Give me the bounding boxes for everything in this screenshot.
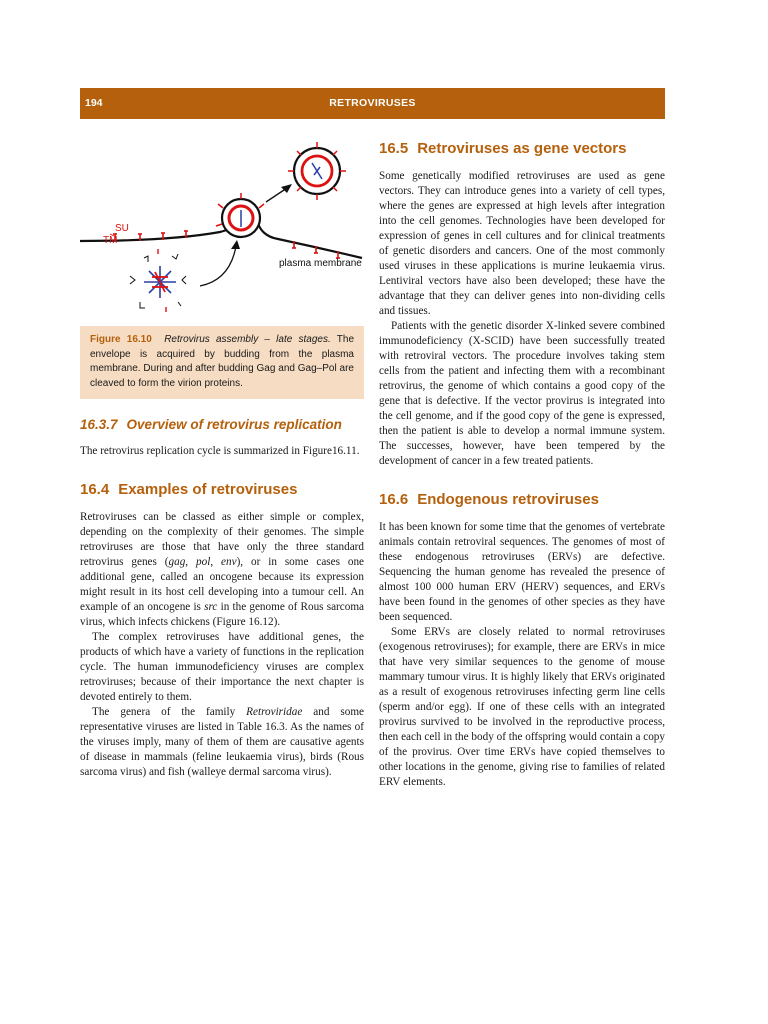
assembly-complex: [130, 249, 186, 312]
figure-caption: [80, 326, 364, 399]
paragraph-erv-origin: Some ERVs are closely related to normal retroviruses (exogenous retroviruses); for example, there are ERVs in mice that have very similar sequences to the genome of mouse mammary tumour virus. It is highly likely that ERVs originated as a result of exogenous retroviruses infecting germ line cells (sperm and/or egg). If one of these cells with an integrated provirus survived to be involved in the reproductive process, then each cell in the body of the offspring would contain a copy of the provirus. Over time ERVs have copied themselves to other locations in the genome, giving rise to families of related ERV elements.: [379, 626, 665, 788]
left-column: [80, 130, 364, 780]
label-su: SU: [115, 223, 129, 234]
label-plasma-membrane: plasma membrane: [279, 258, 362, 269]
paragraph-gene-vectors: Some genetically modified retroviruses are used as gene vectors. They can introduce genes into a variety of cell types, where the genes are expressed at high levels after integration into the cell genomes. Technologies have been developed for expression of genes in cell cultures and for clinical treatments of genetic disorders and cancers. One of the most commonly used viruses in these applications is murine leukaemia virus. Lentiviral vectors have also been developed; these have the advantage that they can deliver genes into non-dividing cells and tissues.: [379, 170, 665, 317]
label-tm: TM: [103, 235, 118, 246]
page-number: 194: [85, 97, 103, 109]
plasma-membrane-right: [258, 223, 362, 258]
heading-16-3-7: 16.3.7 Overview of retrovirus replication: [80, 417, 342, 432]
arrow-budding: [200, 246, 236, 286]
figure-number: Figure 16.10: [90, 334, 152, 345]
heading-16-6: 16.6 Endogenous retroviruses: [379, 491, 599, 508]
paragraph-simple-complex: Retroviruses can be classed as either simple or complex, depending on the complexity of their genomes. The simple retroviruses are those that have only the three standard retrovirus genes (gag, pol, env), or in some cases one additional gene, called an oncogene because its expression might result in its host cell developing into a tumour cell. An example of an oncogene is src in the genome of Rous sarcoma virus, which infects chickens (Figure 16.12).: [80, 511, 365, 628]
arrow-budding-head: [231, 240, 240, 249]
paragraph-complex-retroviruses: The complex retroviruses have additional genes, the products of which have a variety of functions in the replication cycle. The human immunodeficiency viruses are complex retroviruses; because of their importance the next chapter is devoted entirely to them.: [80, 631, 364, 703]
released-virion: [288, 142, 346, 200]
running-header: [80, 88, 665, 119]
running-title: RETROVIRUSES: [329, 97, 416, 109]
paragraph-erv-genomes: It has been known for some time that the genomes of vertebrate animals contain retroviral sequences. The genomes of most of these endogenous retroviruses (ERVs) are defective. Sequencing the human genome has revealed the presence of almost 100 000 human ERV (HERV) sequences, and ERVs have been found in the genomes of other species as they have been sequenced.: [379, 521, 665, 623]
arrow-release: [266, 188, 287, 202]
heading-16-4: 16.4 Examples of retroviruses: [80, 481, 298, 498]
figure-retrovirus-assembly: [80, 130, 364, 322]
right-column: [379, 130, 665, 790]
figure-caption-text: The envelope is acquired by budding from the plasma membrane. During and after budding Gag and Gag–Pol are cleaved to form the virion proteins.: [90, 334, 355, 389]
paragraph-genera: The genera of the family Retroviridae and some representative viruses are listed in Table 16.3. As the names of the viruses imply, many of them of them are causative agents of disease in mammals (feline leukaemia virus), birds (Rous sarcoma virus) and fish (walleye dermal sarcoma virus).: [80, 706, 364, 778]
figure-title: Retrovirus assembly – late stages.: [164, 334, 331, 345]
paragraph-replication-summary: The retrovirus replication cycle is summarized in Figure16.11.: [80, 445, 360, 457]
paragraph-x-scid: Patients with the genetic disorder X-linked severe combined immunodeficiency (X-SCID) have been successfully treated with retroviral vectors. The procedure involves taking stem cells from the patient and infecting them with a recombinant retrovirus, the genome of which contains a good copy of the gene that is defective. If the vector provirus is integrated into the cell genome, and if the good copy of the gene is expressed, then the patient is able to develop a normal immune system. The successes, however, have been tempered by the development of cancer in a few treated patients.: [379, 320, 665, 467]
heading-16-5: 16.5 Retroviruses as gene vectors: [379, 140, 627, 157]
